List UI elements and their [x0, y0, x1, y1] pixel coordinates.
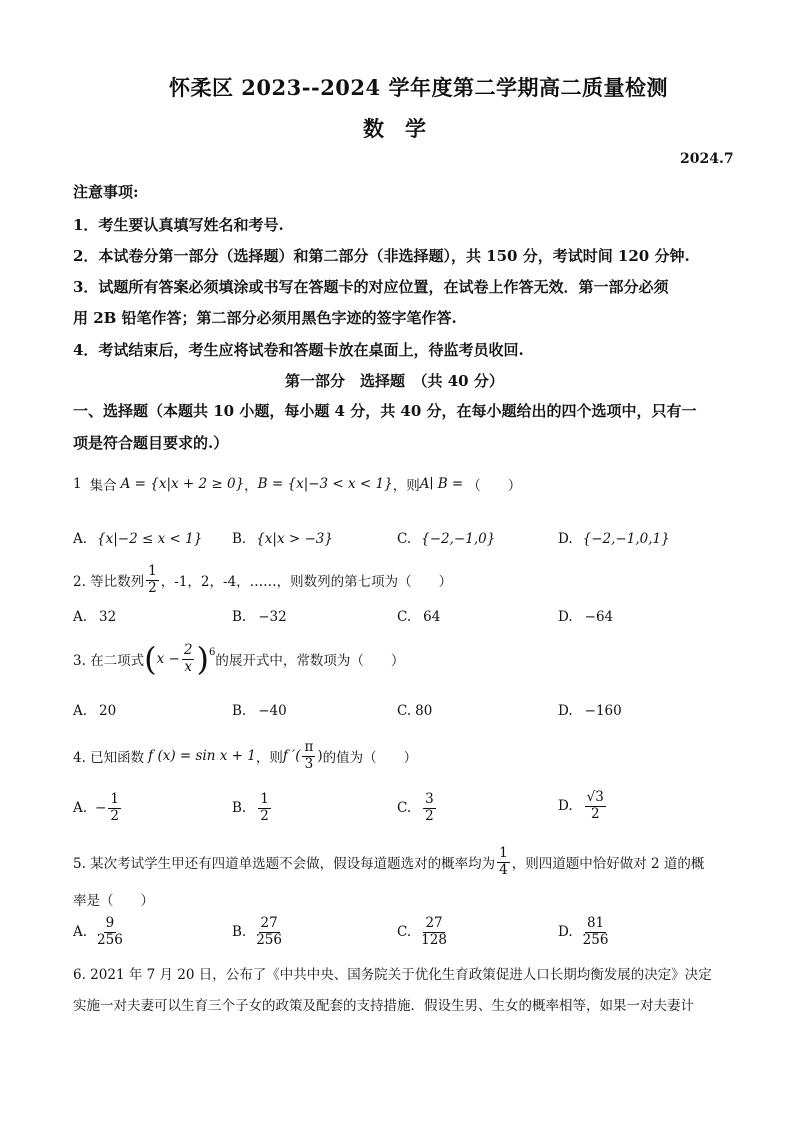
notice-item: 1．考生要认真填写姓名和考号. [73, 216, 284, 234]
option-d: D. $\frac{81}{256}$ [558, 915, 609, 948]
notice-item: 3．试题所有答案必须填涂或书写在答题卡的对应位置，在试卷上作答无效．第一部分必须 [73, 278, 669, 296]
binomial-x: x − [156, 651, 180, 668]
question-stem: ，则 [392, 478, 420, 494]
question-stem: 5. 某次考试学生甲还有四道单选题不会做，假设每道题选对的概率均为 [73, 856, 496, 873]
option-d: D. $\frac{√3}{2}$ [558, 789, 604, 822]
fraction: $\frac{\pi}{3}$ [304, 739, 314, 772]
option-c: C. 80 [397, 703, 433, 719]
question-stem: 3. 在二项式 [73, 653, 145, 670]
fraction: $\frac{2}{x}$ [183, 642, 193, 675]
option-c: C. 64 [397, 609, 441, 625]
option-b: B. −32 [232, 609, 287, 625]
option-c: C. {−2,−1,0} [397, 531, 496, 547]
option-a: A. $\frac{9}{256}$ [73, 915, 123, 948]
notice-item: 4．考试结束后，考生应将试卷和答题卡放在桌面上，待监考员收回. [73, 341, 524, 359]
question-2 [73, 564, 452, 596]
section-instructions: 一、选择题（本题共 10 小题，每小题 4 分，共 40 分，在每小题给出的四个选项中，只有一 [73, 402, 697, 420]
comma: ， [244, 478, 258, 494]
question-5 [73, 846, 704, 878]
option-b: B. −40 [232, 703, 287, 719]
question-6: 6. 2021 年 7 月 20 日，公布了《中共中央、国务院关于优化生育政策促进人口长期均衡发展的决定》决定 [73, 967, 712, 983]
notice-heading: 注意事项: [73, 183, 139, 201]
question-stem: ，则 [255, 750, 283, 767]
question-stem: 4. 已知函数 [73, 750, 145, 767]
question-stem-cont: ，则四道题中恰好做对 2 道的概 [511, 856, 705, 873]
option-a: A. 32 [73, 609, 117, 625]
subject-title: 数 学 [363, 116, 426, 141]
question-number: 1 [73, 476, 82, 492]
set-a: A = {x|x + 2 ≥ 0} [120, 476, 245, 492]
derivative: f ′( [282, 748, 301, 765]
option-a: A. {x|−2 ≤ x < 1} [73, 531, 203, 547]
question-5-cont: 率是（ ） [73, 893, 154, 909]
exam-title: 怀柔区 2023--2024 学年度第二学期高二质量检测 [169, 75, 668, 100]
question-1 [73, 474, 521, 494]
part1-heading: 第一部分 选择题 （共 40 分） [285, 372, 504, 390]
option-a: A. 20 [73, 703, 117, 719]
option-d: D. −160 [558, 703, 622, 719]
section-instructions-cont: 项是符合题目要求的.） [73, 434, 229, 452]
option-d: D. {−2,−1,0,1} [558, 531, 670, 547]
answer-paren: （ ） [467, 478, 522, 494]
question-3: 3. 在二项式 ( x − $\frac{2}{x}$ ) 6 的展开式中，常数项为（ ） [73, 640, 405, 679]
notice-item: 2．本试卷分第一部分（选择题）和第二部分（非选择题），共 150 分，考试时间 120 分钟. [73, 247, 690, 265]
option-c: C. $\frac{3}{2}$ [397, 791, 434, 824]
fraction: $\frac{1}{2}$ [148, 563, 157, 596]
question-4: 4. 已知函数 f (x) = sin x + 1 ，则 f ′( $\frac{\pi}{3}$ ) 的值为（ ） [73, 739, 418, 772]
set-expression: A∣ B = [419, 476, 464, 492]
option-d: D. −64 [558, 609, 614, 625]
option-b: B. $\frac{1}{2}$ [232, 791, 269, 824]
exam-date: 2024.7 [680, 151, 734, 167]
option-a: A. − $\frac{1}{2}$ [73, 791, 119, 824]
question-stem-cont: 的展开式中，常数项为（ ） [215, 653, 405, 670]
exponent: 6 [208, 647, 216, 658]
question-stem-cont: 的值为（ ） [322, 750, 418, 767]
notice-item: 用 2B 铅笔作答；第二部分必须用黑色字迹的签字笔作答. [73, 309, 457, 327]
option-b: B. {x|x > −3} [232, 531, 333, 547]
question-stem-cont: ，-1，2，-4，……，则数列的第七项为（ ） [160, 574, 453, 591]
question-stem: 集合 [89, 478, 117, 494]
option-b: B. $\frac{27}{256}$ [232, 915, 282, 948]
fraction: $\frac{1}{4}$ [499, 845, 508, 878]
set-b: B = {x|−3 < x < 1} [257, 476, 393, 492]
option-c: C. $\frac{27}{128}$ [397, 915, 447, 948]
question-stem: 2. 等比数列 [73, 574, 145, 591]
function-expr: f (x) = sin x + 1 [148, 748, 256, 765]
question-6-cont: 实施一对夫妻可以生育三个子女的政策及配套的支持措施．假设生男、生女的概率相等，如果一对夫妻计 [73, 998, 694, 1014]
